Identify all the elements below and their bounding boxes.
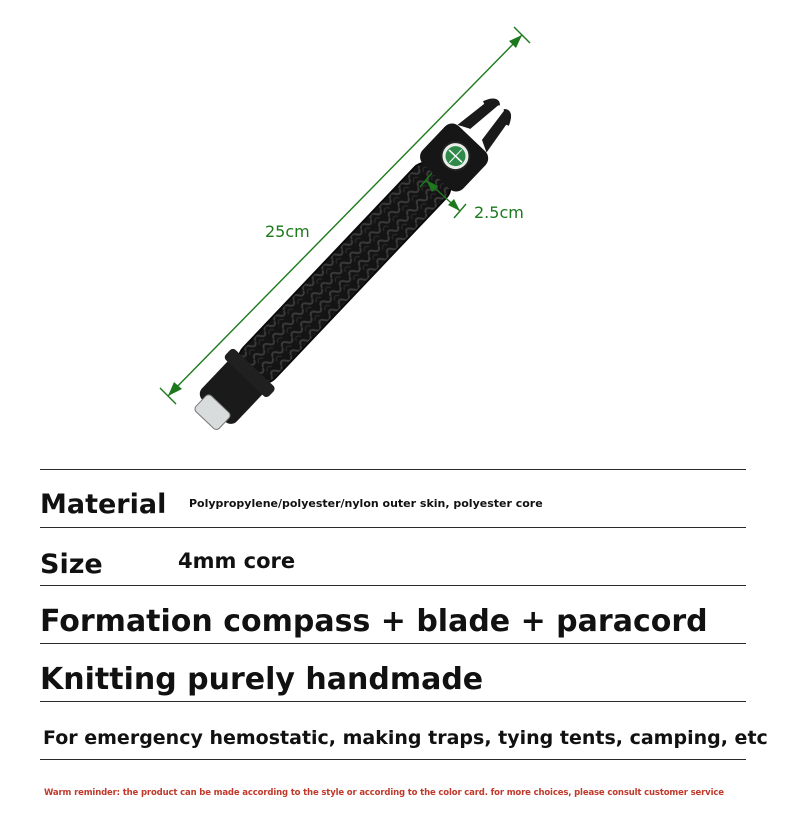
length-label: 25cm (265, 222, 310, 241)
uses-line: For emergency hemostatic, making traps, tying tents, camping, etc (43, 727, 768, 749)
paracord-bracelet (183, 86, 524, 441)
divider-formation (40, 643, 746, 644)
divider-top (40, 469, 746, 470)
size-value: 4mm core (178, 549, 296, 573)
width-label: 2.5cm (474, 203, 524, 222)
divider-material (40, 527, 746, 528)
warm-reminder: Warm reminder: the product can be made according to the style or according to the color card. for more choices, please consult customer service (44, 788, 724, 798)
divider-size (40, 585, 746, 586)
material-value: Polypropylene/polyester/nylon outer skin, polyester core (189, 497, 543, 510)
divider-bottom (40, 759, 746, 760)
size-label: Size (40, 549, 103, 580)
knitting-line: Knitting purely handmade (40, 662, 484, 697)
divider-knitting (40, 701, 746, 702)
formation-line: Formation compass + blade + paracord (40, 604, 708, 639)
material-label: Material (40, 489, 167, 520)
